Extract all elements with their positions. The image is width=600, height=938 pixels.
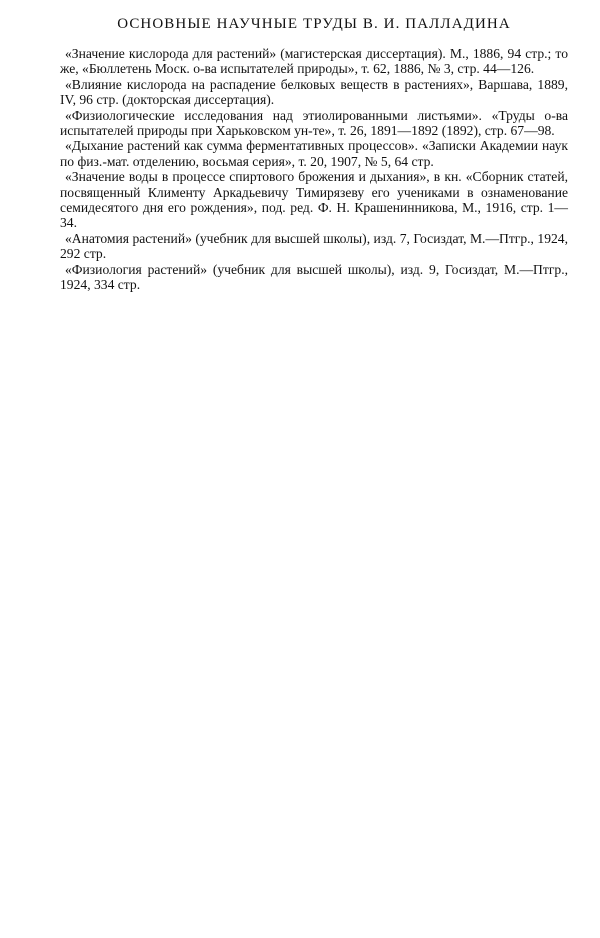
bibliography-entry: «Дыхание растений как сумма ферментативных процессов». «Записки Академии наук по физ.-мат. отделению, восьмая серия», т. 20, 1907, № 5, 64 стр. [60,138,568,169]
bibliography-entry: «Значение воды в процессе спиртового брожения и дыхания», в кн. «Сборник статей, посвященный Клименту Аркадьевичу Тимирязеву его учениками в ознаменование семидесятого дня его рождения», под. ред. Ф. Н. Крашенинникова, М., 1916, стр. 1—34. [60,169,568,231]
bibliography-entry: «Анатомия растений» (учебник для высшей школы), изд. 7, Госиздат, М.—Птгр., 1924, 292 стр. [60,230,568,262]
bibliography-list [60,46,568,293]
bibliography-entry: «Физиология растений» (учебник для высшей школы), изд. 9, Госиздат, М.—Птгр., 1924, 334 стр. [60,261,568,293]
bibliography-entry: «Значение кислорода для растений» (магистерская диссертация). М., 1886, 94 стр.; то же, «Бюллетень Моск. о-ва испытателей природы», т. 62, 1886, № 3, стр. 44—126. [60,46,568,77]
bibliography-entry: «Физиологические исследования над этиолированными листьями». «Труды о-ва испытателей природы при Харьковском ун-те», т. 26, 1891—1892 (1892), стр. 67—98. [60,107,568,139]
page-title: ОСНОВНЫЕ НАУЧНЫЕ ТРУДЫ В. И. ПАЛЛАДИНА [117,16,511,32]
page [60,16,568,293]
bibliography-entry: «Влияние кислорода на распадение белковых веществ в растениях», Варшава, 1889, IV, 96 стр. (докторская диссертация). [60,76,568,108]
